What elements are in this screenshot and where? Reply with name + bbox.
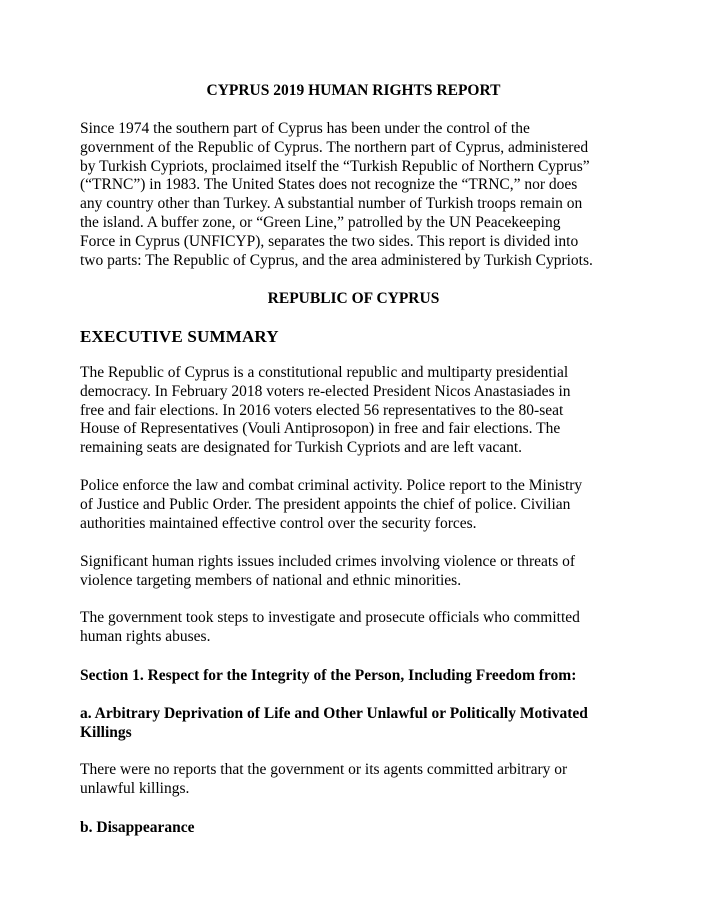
executive-summary-paragraph-3	[80, 553, 640, 591]
paragraph-line: authorities maintained effective control over the security forces.	[80, 514, 477, 532]
paragraph-line: Police enforce the law and combat criminal activity. Police report to the Ministry	[80, 477, 583, 494]
paragraph-line: Significant human rights issues included crimes involving violence or threats of	[80, 553, 576, 570]
executive-summary-paragraph-4	[80, 609, 640, 647]
part-heading: REPUBLIC OF CYPRUS	[267, 290, 440, 307]
section-b-heading: b. Disappearance	[80, 819, 195, 836]
paragraph-line: remaining seats are designated for Turkish Cypriots and are left vacant.	[80, 439, 523, 457]
paragraph-line: The government took steps to investigate and prosecute officials who committed	[80, 609, 580, 626]
intro-paragraph	[80, 120, 640, 270]
intro-line: government of the Republic of Cyprus. The northern part of Cyprus, administered	[80, 138, 589, 156]
intro-line: Since 1974 the southern part of Cyprus has been under the control of the	[80, 120, 530, 137]
report-title: CYPRUS 2019 HUMAN RIGHTS REPORT	[206, 82, 501, 99]
heading-line: Killings	[80, 724, 132, 741]
executive-summary-paragraph-2	[80, 477, 640, 533]
executive-summary-paragraph-1	[80, 364, 640, 458]
paragraph-line: There were no reports that the government or its agents committed arbitrary or	[80, 761, 568, 778]
paragraph-line: The Republic of Cyprus is a constitutional republic and multiparty presidential	[80, 364, 569, 381]
intro-line: the island. A buffer zone, or “Green Line,” patrolled by the UN Peacekeeping	[80, 213, 561, 231]
heading-line: a. Arbitrary Deprivation of Life and Other Unlawful or Politically Motivated	[80, 705, 588, 722]
section-1-heading: Section 1. Respect for the Integrity of the Person, Including Freedom from:	[80, 667, 577, 684]
intro-line: any country other than Turkey. A substantial number of Turkish troops remain on	[80, 195, 583, 213]
intro-line: Force in Cyprus (UNFICYP), separates the two sides. This report is divided into	[80, 232, 579, 250]
paragraph-line: of Justice and Public Order. The president appoints the chief of police. Civilian	[80, 495, 571, 513]
paragraph-line: House of Representatives (Vouli Antiprosopon) in free and fair elections. The	[80, 420, 561, 438]
paragraph-line: human rights abuses.	[80, 627, 211, 645]
intro-line: two parts: The Republic of Cyprus, and the area administered by Turkish Cypriots.	[80, 251, 593, 269]
executive-summary-heading: EXECUTIVE SUMMARY	[80, 327, 279, 346]
intro-line: (“TRNC”) in 1983. The United States does not recognize the “TRNC,” nor does	[80, 176, 578, 194]
paragraph-line: democracy. In February 2018 voters re-elected President Nicos Anastasiades in	[80, 382, 571, 400]
intro-line: by Turkish Cypriots, proclaimed itself the “Turkish Republic of Northern Cyprus”	[80, 157, 590, 175]
paragraph-line: free and fair elections. In 2016 voters elected 56 representatives to the 80-seat	[80, 401, 564, 419]
paragraph-line: unlawful killings.	[80, 779, 190, 797]
section-a-heading	[80, 704, 640, 742]
section-a-paragraph	[80, 761, 640, 799]
paragraph-line: violence targeting members of national and ethnic minorities.	[80, 571, 462, 589]
